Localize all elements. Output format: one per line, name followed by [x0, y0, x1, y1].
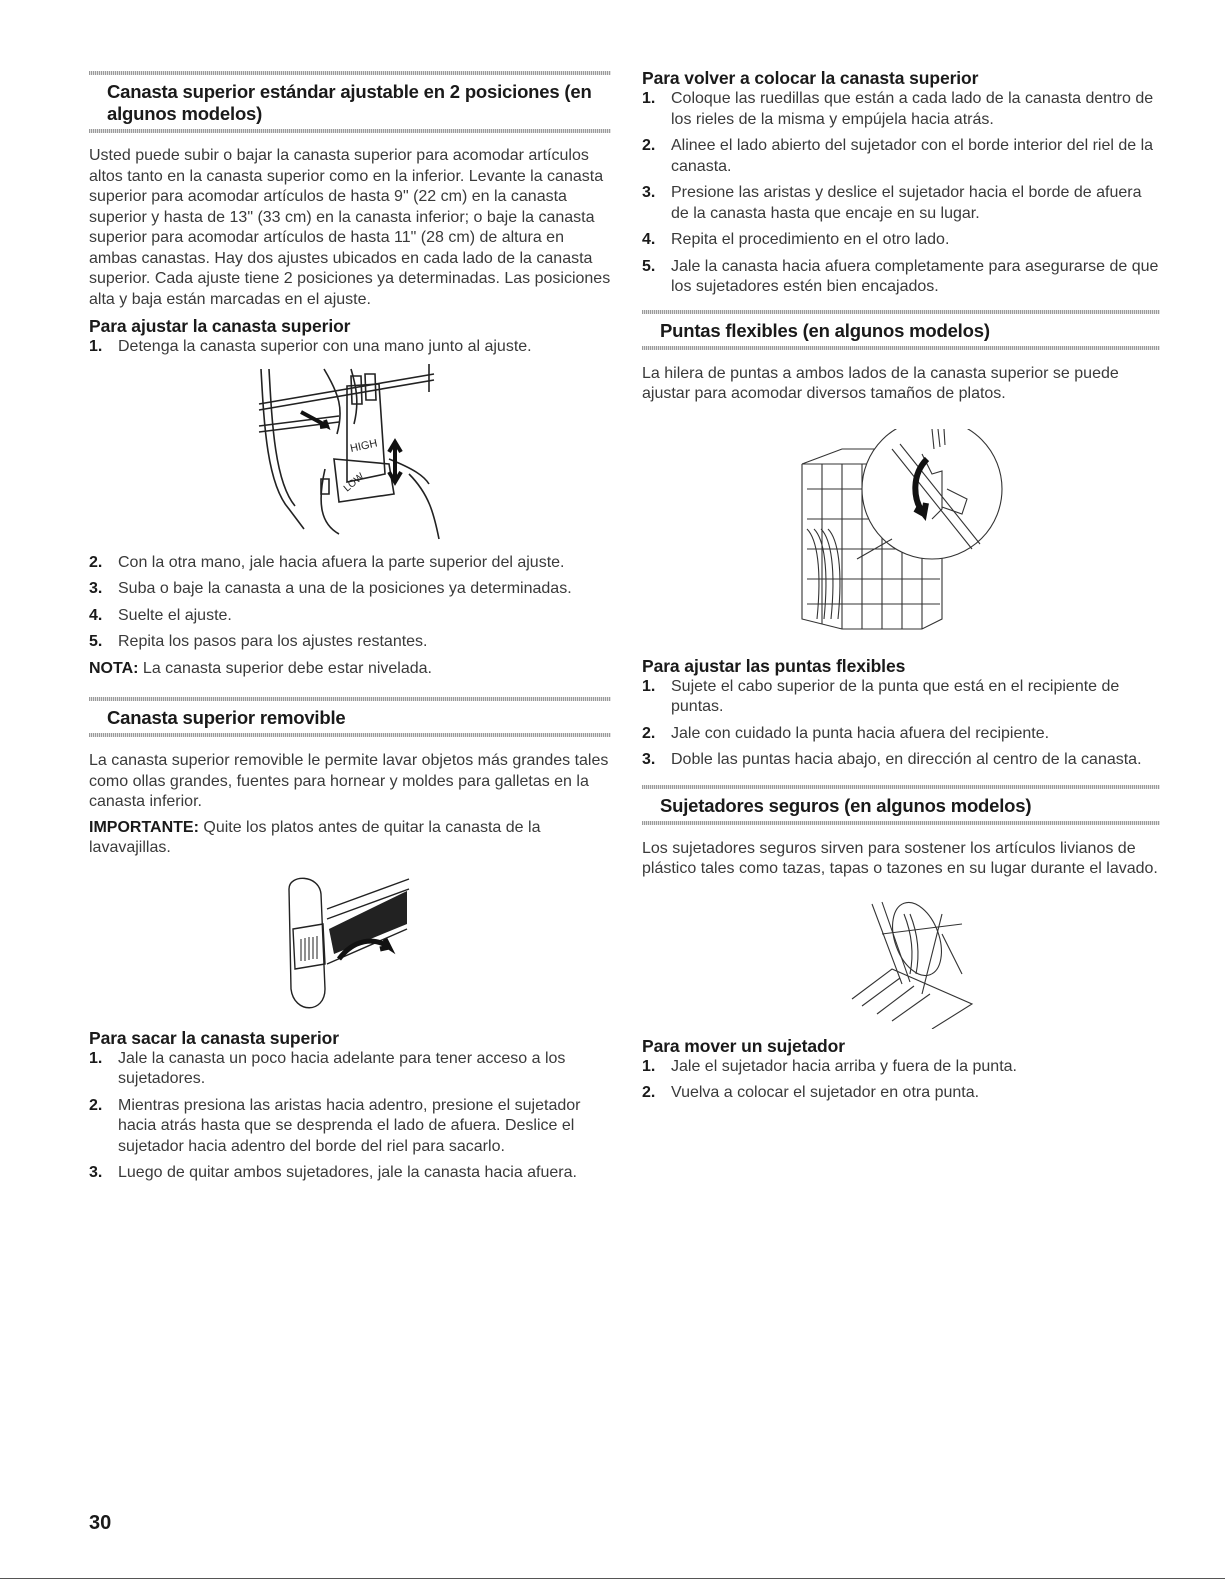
- list-item: 1. Jale el sujetador hacia arriba y fuera de la punta.: [642, 1057, 1017, 1075]
- low-label: LOW: [341, 470, 367, 494]
- section-title-removable-rack: Canasta superior removible: [107, 707, 346, 728]
- list-item: 2. Vuelva a colocar el sujetador en otra punta.: [642, 1084, 980, 1101]
- note-paragraph: NOTA: La canasta superior debe estar nivelada.: [89, 659, 432, 677]
- flexible-tines-illustration: [642, 429, 1160, 649]
- secure-clips-description: Los sujetadores seguros sirven para sostener los artículos livianos de plástico tales como tazas, tapas o tazones en su lugar durante el lavado.: [642, 839, 1158, 877]
- list-item: 2. Alinee el lado abierto del sujetador con el borde interior del riel de la canasta.: [642, 137, 1154, 175]
- adjust-rack-steps-part2: [89, 553, 611, 653]
- list-item: 2. Con la otra mano, jale hacia afuera la parte superior del ajuste.: [89, 553, 565, 571]
- move-clip-heading: Para mover un sujetador: [642, 1035, 845, 1056]
- important-paragraph: IMPORTANTE: Quite los platos antes de quitar la canasta de la lavavajillas.: [89, 818, 541, 856]
- adjust-rack-heading: Para ajustar la canasta superior: [89, 316, 351, 336]
- removable-rack-description: La canasta superior removible le permite lavar objetos más grandes tales como ollas grandes, fuentes para hornear y moldes para galletas en la canasta inferior.: [89, 752, 609, 810]
- page-number: 30: [89, 1512, 112, 1534]
- list-item: 5. Jale la canasta hacia afuera completamente para asegurarse de que los sujetadores estén bien encajados.: [642, 257, 1159, 295]
- left-column: [89, 0, 611, 1190]
- secure-clip-illustration: [642, 894, 1160, 1029]
- adjust-tines-steps: [642, 677, 1160, 771]
- remove-rack-heading: Para sacar la canasta superior: [89, 1027, 339, 1048]
- list-item: 3. Presione las aristas y deslice el sujetador hacia el borde de afuera de la canasta hasta que encaje en su lugar.: [642, 184, 1142, 222]
- page-bottom-border: [0, 1578, 1225, 1579]
- high-label: HIGH: [349, 436, 379, 455]
- adjustable-rack-description: Usted puede subir o bajar la canasta superior para acomodar artículos altos tanto en la canasta superior como en la inferior. Levante la canasta superior para acomodar artículos de hasta 9" (22 cm) en la canasta superior y hasta de 13" (33 cm) en la canasta inferior; o baje la canasta superior para acomodar artículos de hasta 11" (28 cm) de altura en ambas canastas. Hay dos ajustes ubicados en cada lado de la canasta superior. Cada ajuste tiene 2 posiciones ya determinadas. Las posiciones alta y baja están marcadas en el ajuste.: [89, 147, 611, 308]
- replace-rack-heading: Para volver a colocar la canasta superior: [642, 68, 979, 88]
- replace-rack-steps: [642, 89, 1160, 298]
- section-title-adjustable-rack: Canasta superior estándar ajustable en 2 posiciones (en algunos modelos): [107, 81, 592, 124]
- list-item: 2. Jale con cuidado la punta hacia afuera del recipiente.: [642, 724, 1050, 742]
- rack-adjuster-illustration: [89, 364, 611, 549]
- section-title-flexible-tines: Puntas flexibles (en algunos modelos): [660, 319, 990, 341]
- move-clip-steps: [642, 1057, 1160, 1104]
- list-item: 1. Sujete el cabo superior de la punta que está en el recipiente de puntas.: [642, 677, 1120, 715]
- list-item: 5. Repita los pasos para los ajustes restantes.: [89, 633, 428, 650]
- adjust-tines-heading: Para ajustar las puntas flexibles: [642, 655, 906, 676]
- list-item: 1. Coloque las ruedillas que están a cada lado de la canasta dentro de los rieles de la misma y empújela hacia atrás.: [642, 90, 1154, 128]
- list-item: 3. Luego de quitar ambos sujetadores, jale la canasta hacia afuera.: [89, 1164, 577, 1181]
- list-item: 3. Suba o baje la canasta a una de la posiciones ya determinadas.: [89, 580, 572, 597]
- flexible-tines-description: La hilera de puntas a ambos lados de la canasta superior se puede ajustar para acomodar diversos tamaños de platos.: [642, 364, 1119, 402]
- adjust-rack-steps-part1: [89, 337, 611, 358]
- remove-rack-steps: [89, 1049, 611, 1184]
- list-item: 1. Jale la canasta un poco hacia adelante para tener acceso a los sujetadores.: [89, 1049, 566, 1087]
- list-item: 4. Suelte el ajuste.: [89, 606, 232, 624]
- section-title-secure-clips: Sujetadores seguros (en algunos modelos): [660, 794, 1032, 816]
- list-item: 4. Repita el procedimiento en el otro lado.: [642, 231, 950, 248]
- list-item: 1. Detenga la canasta superior con una mano junto al ajuste.: [89, 338, 532, 355]
- rack-stop-clip-illustration: [89, 869, 611, 1019]
- vertical-arrow-icon: [389, 442, 401, 482]
- list-item: 2. Mientras presiona las aristas hacia adentro, presione el sujetador hacia atrás hasta que se desprenda el lado de afuera. Deslice el sujetador hacia adentro del borde del riel para sacarlo.: [89, 1096, 581, 1155]
- right-column: [642, 0, 1160, 1110]
- list-item: 3. Doble las puntas hacia abajo, en dirección al centro de la canasta.: [642, 751, 1142, 768]
